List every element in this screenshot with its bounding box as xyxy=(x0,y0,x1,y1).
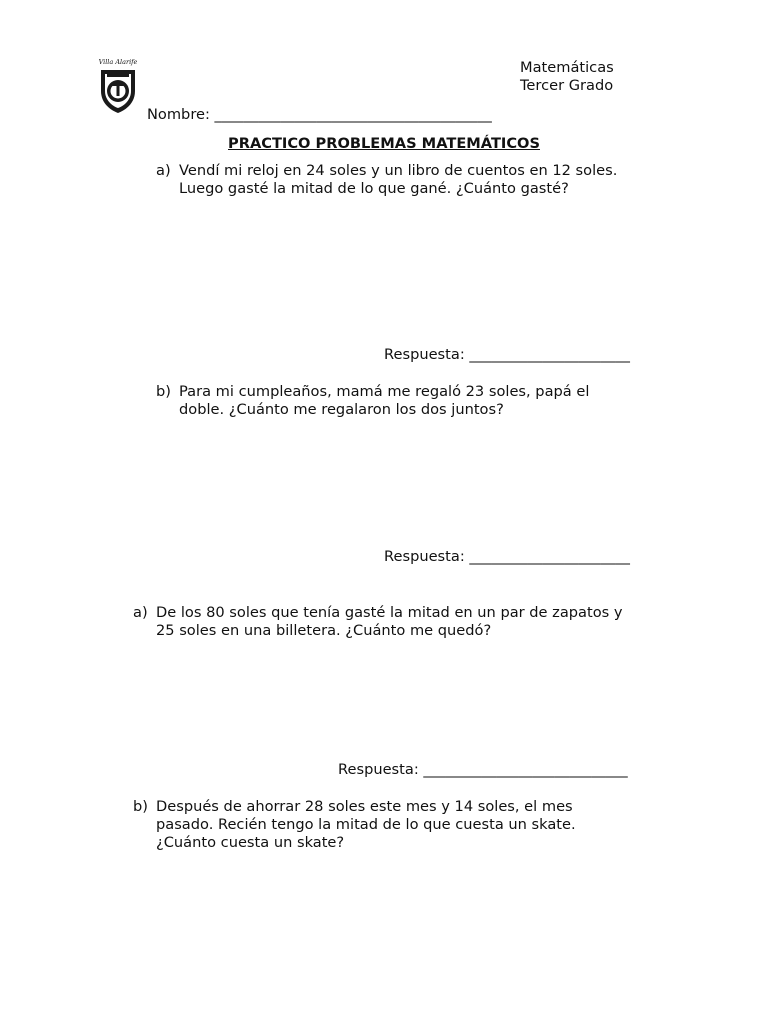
problem-text: Después de ahorrar 28 soles este mes y 14 soles, el mes xyxy=(156,798,573,815)
school-logo xyxy=(96,58,140,116)
problem-text: 25 soles en una billetera. ¿Cuánto me quedó? xyxy=(156,622,492,639)
problem-text: ¿Cuánto cuesta un skate? xyxy=(156,834,345,851)
answer-line: Respuesta: ______________________ xyxy=(384,346,630,363)
problem-text: Vendí mi reloj en 24 soles y un libro de cuentos en 12 soles. xyxy=(179,162,618,179)
problem-text: Luego gasté la mitad de lo que gané. ¿Cuánto gasté? xyxy=(179,180,569,197)
problem-item xyxy=(133,604,623,640)
problem-marker: a) xyxy=(156,162,171,179)
problem-text: De los 80 soles que tenía gasté la mitad en un par de zapatos y xyxy=(156,604,623,621)
problem-item xyxy=(156,162,617,198)
problem-marker: b) xyxy=(156,383,171,400)
logo-text: Villa Alarife xyxy=(98,58,138,66)
subject-label: Matemáticas xyxy=(520,59,614,76)
problem-marker: a) xyxy=(133,604,148,621)
problem-marker: b) xyxy=(133,798,148,815)
page-title: PRACTICO PROBLEMAS MATEMÁTICOS xyxy=(228,135,540,152)
name-field: Nombre: ______________________________________ xyxy=(147,106,492,123)
crest-icon xyxy=(98,67,138,115)
problem-text: Para mi cumpleaños, mamá me regaló 23 soles, papá el xyxy=(179,383,590,400)
problem-item xyxy=(133,798,576,852)
problem-item xyxy=(156,383,589,419)
problem-text: doble. ¿Cuánto me regalaron los dos juntos? xyxy=(179,401,504,418)
problem-text: pasado. Recién tengo la mitad de lo que cuesta un skate. xyxy=(156,816,576,833)
answer-line: Respuesta: ______________________ xyxy=(384,548,630,565)
grade-label: Tercer Grado xyxy=(520,77,614,94)
answer-line: Respuesta: ____________________________ xyxy=(338,761,628,778)
